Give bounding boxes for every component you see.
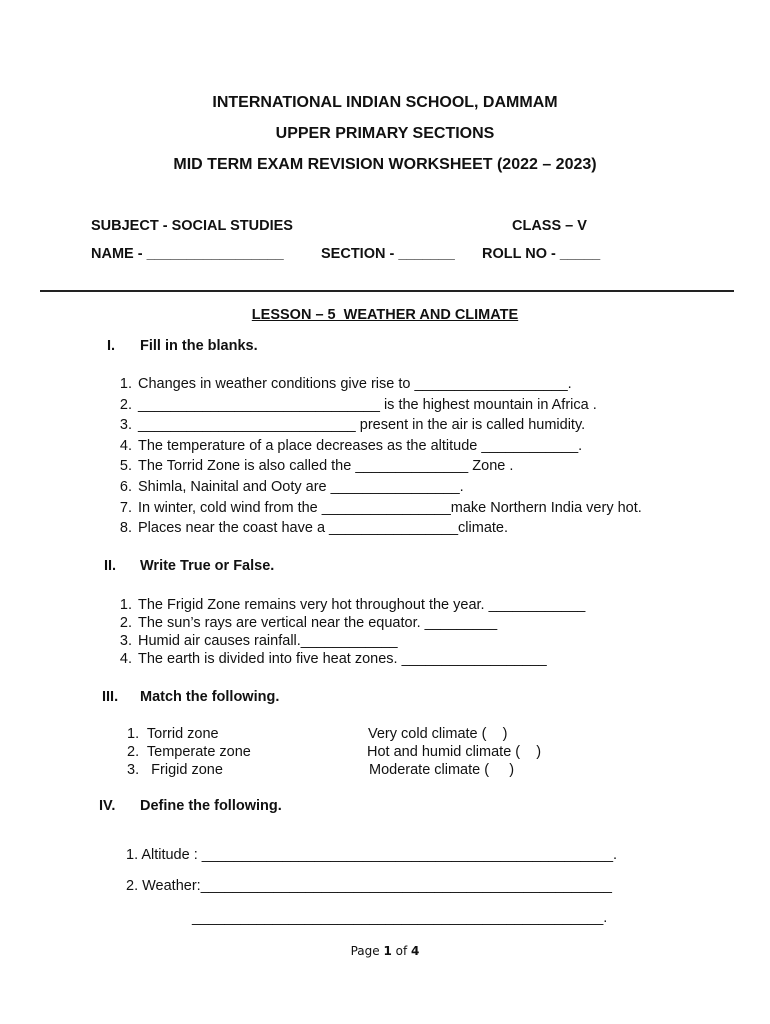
- list-item: 6. Shimla, Nainital and Ooty are ________________.: [119, 479, 464, 495]
- class-label: CLASS – V: [512, 218, 587, 234]
- subject-label: SUBJECT - SOCIAL STUDIES: [91, 218, 293, 234]
- section-title-match: Match the following.: [140, 689, 280, 705]
- list-item: 4. The earth is divided into five heat zones. __________________: [119, 651, 547, 667]
- definition-weather: 2. Weather:___________________________________________________: [126, 878, 612, 894]
- match-right-item: Hot and humid climate ( ): [367, 744, 542, 760]
- page-number: Page 1 of 4: [350, 944, 420, 958]
- worksheet-title: MID TERM EXAM REVISION WORKSHEET (2022 – 2023): [173, 156, 597, 173]
- match-right-item: Moderate climate ( ): [369, 762, 515, 778]
- section-title-fill-blanks: Fill in the blanks.: [140, 338, 258, 354]
- list-item: 1. The Frigid Zone remains very hot throughout the year. ____________: [119, 597, 586, 613]
- list-item: 2. The sun’s rays are vertical near the equator. _________: [119, 615, 498, 631]
- school-name: INTERNATIONAL INDIAN SCHOOL, DAMMAM: [212, 94, 558, 111]
- section-title-define: Define the following.: [140, 798, 282, 814]
- lesson-title: LESSON – 5 WEATHER AND CLIMATE: [251, 307, 519, 323]
- list-item: 3. Humid air causes rainfall.____________: [119, 633, 398, 649]
- section-number: IV.: [99, 798, 116, 814]
- name-field: NAME - _________________: [91, 246, 284, 262]
- match-left-item: 3. Frigid zone: [127, 762, 223, 778]
- list-item: 1. Changes in weather conditions give rise to ___________________.: [119, 376, 572, 392]
- list-item: 8. Places near the coast have a ________________climate.: [119, 520, 509, 536]
- list-item: 5. The Torrid Zone is also called the ______________ Zone .: [119, 458, 514, 474]
- section-number: I.: [107, 338, 116, 354]
- section-title-true-false: Write True or False.: [140, 558, 275, 574]
- section-number: II.: [104, 558, 117, 574]
- match-right-item: Very cold climate ( ): [368, 726, 508, 742]
- header-divider: [40, 290, 734, 292]
- section-field: SECTION - _______: [321, 246, 455, 262]
- list-item: 2. ______________________________ is the highest mountain in Africa .: [119, 397, 597, 413]
- definition-weather-continuation: ___________________________________________________.: [192, 910, 608, 926]
- definition-altitude: 1. Altitude : ___________________________________________________.: [126, 847, 618, 863]
- roll-number-field: ROLL NO - _____: [482, 246, 601, 262]
- list-item: 4. The temperature of a place decreases as the altitude ____________.: [119, 438, 583, 454]
- match-left-item: 1. Torrid zone: [127, 726, 219, 742]
- section-number: III.: [102, 689, 119, 705]
- section-heading: UPPER PRIMARY SECTIONS: [275, 125, 495, 142]
- match-left-item: 2. Temperate zone: [127, 744, 251, 760]
- list-item: 3. ___________________________ present in the air is called humidity.: [119, 417, 586, 433]
- list-item: 7. In winter, cold wind from the ________________make Northern India very hot.: [119, 500, 642, 516]
